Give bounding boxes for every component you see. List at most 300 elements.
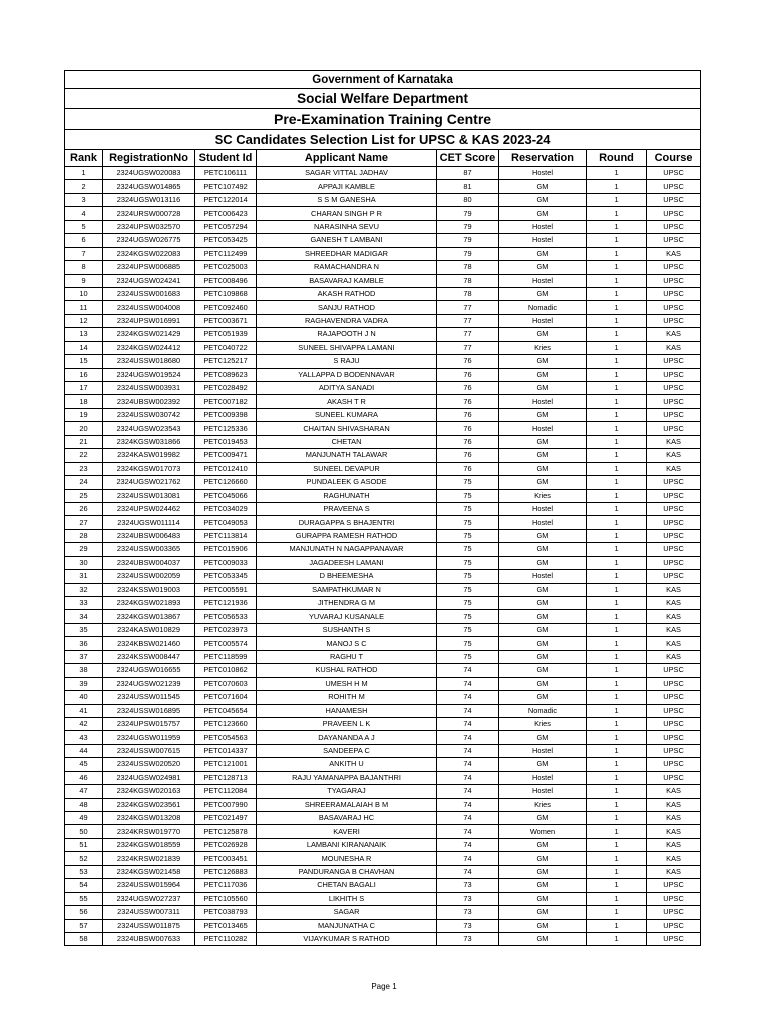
- registration-cell: 2324USSW003931: [103, 382, 195, 395]
- table-row: [65, 489, 701, 502]
- applicant-name-cell: SAGAR VITTAL JADHAV: [257, 167, 437, 180]
- applicant-name-cell: ADITYA SANADI: [257, 382, 437, 395]
- table-row: [65, 449, 701, 462]
- table-row: [65, 838, 701, 851]
- reservation-cell: Nomadic: [499, 704, 587, 717]
- rank-cell: 34: [65, 610, 103, 623]
- reservation-cell: GM: [499, 193, 587, 206]
- course-cell: KAS: [647, 462, 701, 475]
- rank-cell: 43: [65, 731, 103, 744]
- table-row: [65, 382, 701, 395]
- cet-score-cell: 74: [437, 852, 499, 865]
- student-id-cell: PETC125878: [195, 825, 257, 838]
- course-cell: UPSC: [647, 529, 701, 542]
- reservation-cell: GM: [499, 261, 587, 274]
- course-cell: UPSC: [647, 556, 701, 569]
- table-row: [65, 717, 701, 730]
- course-cell: KAS: [647, 247, 701, 260]
- registration-cell: 2324USSW003365: [103, 543, 195, 556]
- column-header-applicant-name: Applicant Name: [257, 150, 437, 167]
- student-id-cell: PETC051939: [195, 328, 257, 341]
- rank-cell: 46: [65, 771, 103, 784]
- student-id-cell: PETC009471: [195, 449, 257, 462]
- applicant-name-cell: DURAGAPPA S BHAJENTRI: [257, 516, 437, 529]
- rank-cell: 4: [65, 207, 103, 220]
- course-cell: KAS: [647, 838, 701, 851]
- reservation-cell: Hostel: [499, 395, 587, 408]
- student-id-cell: PETC007182: [195, 395, 257, 408]
- rank-cell: 52: [65, 852, 103, 865]
- registration-cell: 2324UGSW021762: [103, 476, 195, 489]
- applicant-name-cell: SAMPATHKUMAR N: [257, 583, 437, 596]
- reservation-cell: GM: [499, 355, 587, 368]
- cet-score-cell: 75: [437, 516, 499, 529]
- cet-score-cell: 78: [437, 261, 499, 274]
- student-id-cell: PETC009033: [195, 556, 257, 569]
- course-cell: UPSC: [647, 502, 701, 515]
- round-cell: 1: [587, 193, 647, 206]
- course-cell: UPSC: [647, 543, 701, 556]
- round-cell: 1: [587, 247, 647, 260]
- rank-cell: 8: [65, 261, 103, 274]
- applicant-name-cell: ANKITH U: [257, 758, 437, 771]
- student-id-cell: PETC021497: [195, 812, 257, 825]
- student-id-cell: PETC118599: [195, 650, 257, 663]
- reservation-cell: GM: [499, 180, 587, 193]
- applicant-name-cell: RAJU YAMANAPPA BAJANTHRI: [257, 771, 437, 784]
- course-cell: UPSC: [647, 274, 701, 287]
- reservation-cell: GM: [499, 892, 587, 905]
- rank-cell: 29: [65, 543, 103, 556]
- table-row: [65, 287, 701, 300]
- applicant-name-cell: MANJUNATHA C: [257, 919, 437, 932]
- table-row: [65, 167, 701, 180]
- applicant-name-cell: SANJU RATHOD: [257, 301, 437, 314]
- cet-score-cell: 78: [437, 287, 499, 300]
- column-header-cet-score: CET Score: [437, 150, 499, 167]
- course-cell: UPSC: [647, 744, 701, 757]
- reservation-cell: GM: [499, 287, 587, 300]
- course-cell: KAS: [647, 637, 701, 650]
- student-id-cell: PETC045066: [195, 489, 257, 502]
- course-cell: UPSC: [647, 382, 701, 395]
- registration-cell: 2324UGSW021239: [103, 677, 195, 690]
- course-cell: UPSC: [647, 892, 701, 905]
- round-cell: 1: [587, 812, 647, 825]
- reservation-cell: GM: [499, 852, 587, 865]
- applicant-name-cell: BASAVARAJ KAMBLE: [257, 274, 437, 287]
- applicant-name-cell: PUNDALEEK G ASODE: [257, 476, 437, 489]
- round-cell: 1: [587, 650, 647, 663]
- cet-score-cell: 76: [437, 408, 499, 421]
- rank-cell: 51: [65, 838, 103, 851]
- table-row: [65, 932, 701, 945]
- applicant-name-cell: CHETAN: [257, 435, 437, 448]
- course-cell: UPSC: [647, 906, 701, 919]
- student-id-cell: PETC005591: [195, 583, 257, 596]
- table-row: [65, 919, 701, 932]
- reservation-cell: Hostel: [499, 570, 587, 583]
- student-id-cell: PETC028492: [195, 382, 257, 395]
- registration-cell: 2324UGSW020083: [103, 167, 195, 180]
- round-cell: 1: [587, 570, 647, 583]
- cet-score-cell: 73: [437, 906, 499, 919]
- round-cell: 1: [587, 368, 647, 381]
- cet-score-cell: 77: [437, 328, 499, 341]
- registration-cell: 2324USSW020520: [103, 758, 195, 771]
- reservation-cell: Kries: [499, 341, 587, 354]
- reservation-cell: GM: [499, 556, 587, 569]
- rank-cell: 9: [65, 274, 103, 287]
- reservation-cell: GM: [499, 543, 587, 556]
- rank-cell: 37: [65, 650, 103, 663]
- rank-cell: 10: [65, 287, 103, 300]
- student-id-cell: PETC125336: [195, 422, 257, 435]
- reservation-cell: Hostel: [499, 516, 587, 529]
- cet-score-cell: 74: [437, 838, 499, 851]
- registration-cell: 2324USSW004008: [103, 301, 195, 314]
- round-cell: 1: [587, 932, 647, 945]
- cet-score-cell: 74: [437, 717, 499, 730]
- student-id-cell: PETC121936: [195, 597, 257, 610]
- rank-cell: 58: [65, 932, 103, 945]
- course-cell: UPSC: [647, 731, 701, 744]
- cet-score-cell: 75: [437, 556, 499, 569]
- round-cell: 1: [587, 892, 647, 905]
- table-row: [65, 462, 701, 475]
- rank-cell: 47: [65, 785, 103, 798]
- cet-score-cell: 75: [437, 650, 499, 663]
- round-cell: 1: [587, 758, 647, 771]
- cet-score-cell: 76: [437, 355, 499, 368]
- reservation-cell: GM: [499, 328, 587, 341]
- table-row: [65, 422, 701, 435]
- registration-cell: 2324USSW007311: [103, 906, 195, 919]
- registration-cell: 2324UGSW024241: [103, 274, 195, 287]
- round-cell: 1: [587, 798, 647, 811]
- cet-score-cell: 77: [437, 341, 499, 354]
- cet-score-cell: 75: [437, 543, 499, 556]
- applicant-name-cell: MANOJ S C: [257, 637, 437, 650]
- cet-score-cell: 74: [437, 771, 499, 784]
- round-cell: 1: [587, 274, 647, 287]
- course-cell: KAS: [647, 865, 701, 878]
- table-row: [65, 758, 701, 771]
- table-row: [65, 247, 701, 260]
- registration-cell: 2324UPSW015757: [103, 717, 195, 730]
- reservation-cell: GM: [499, 812, 587, 825]
- department-title: Social Welfare Department: [65, 89, 701, 109]
- table-row: [65, 637, 701, 650]
- applicant-name-cell: AKASH RATHOD: [257, 287, 437, 300]
- round-cell: 1: [587, 717, 647, 730]
- registration-cell: 2324USSW016895: [103, 704, 195, 717]
- student-id-cell: PETC126660: [195, 476, 257, 489]
- student-id-cell: PETC125217: [195, 355, 257, 368]
- table-row: [65, 865, 701, 878]
- applicant-name-cell: KUSHAL RATHOD: [257, 664, 437, 677]
- reservation-cell: GM: [499, 597, 587, 610]
- student-id-cell: PETC113814: [195, 529, 257, 542]
- rank-cell: 50: [65, 825, 103, 838]
- rank-cell: 28: [65, 529, 103, 542]
- reservation-cell: GM: [499, 382, 587, 395]
- applicant-name-cell: AKASH T R: [257, 395, 437, 408]
- cet-score-cell: 74: [437, 812, 499, 825]
- table-row: [65, 193, 701, 206]
- reservation-cell: GM: [499, 476, 587, 489]
- table-row: [65, 476, 701, 489]
- student-id-cell: PETC038793: [195, 906, 257, 919]
- applicant-name-cell: RAGHU T: [257, 650, 437, 663]
- round-cell: 1: [587, 220, 647, 233]
- applicant-name-cell: DAYANANDA A J: [257, 731, 437, 744]
- rank-cell: 12: [65, 314, 103, 327]
- student-id-cell: PETC109868: [195, 287, 257, 300]
- round-cell: 1: [587, 314, 647, 327]
- reservation-cell: GM: [499, 583, 587, 596]
- cet-score-cell: 74: [437, 664, 499, 677]
- table-row: [65, 771, 701, 784]
- course-cell: KAS: [647, 785, 701, 798]
- table-row: [65, 785, 701, 798]
- rank-cell: 25: [65, 489, 103, 502]
- cet-score-cell: 75: [437, 529, 499, 542]
- student-id-cell: PETC121001: [195, 758, 257, 771]
- table-row: [65, 502, 701, 515]
- round-cell: 1: [587, 879, 647, 892]
- reservation-cell: Hostel: [499, 220, 587, 233]
- student-id-cell: PETC112499: [195, 247, 257, 260]
- round-cell: 1: [587, 838, 647, 851]
- applicant-name-cell: RAGHUNATH: [257, 489, 437, 502]
- round-cell: 1: [587, 167, 647, 180]
- reservation-cell: GM: [499, 919, 587, 932]
- course-cell: KAS: [647, 798, 701, 811]
- reservation-cell: Hostel: [499, 744, 587, 757]
- rank-cell: 1: [65, 167, 103, 180]
- student-id-cell: PETC019453: [195, 435, 257, 448]
- registration-cell: 2324UGSW016655: [103, 664, 195, 677]
- table-row: [65, 825, 701, 838]
- applicant-name-cell: SUNEEL SHIVAPPA LAMANI: [257, 341, 437, 354]
- rank-cell: 3: [65, 193, 103, 206]
- course-cell: UPSC: [647, 771, 701, 784]
- student-id-cell: PETC126883: [195, 865, 257, 878]
- rank-cell: 48: [65, 798, 103, 811]
- course-cell: KAS: [647, 328, 701, 341]
- round-cell: 1: [587, 408, 647, 421]
- registration-cell: 2324UGSW019524: [103, 368, 195, 381]
- table-row: [65, 368, 701, 381]
- table-row: [65, 435, 701, 448]
- reservation-cell: GM: [499, 758, 587, 771]
- table-row: [65, 395, 701, 408]
- course-cell: UPSC: [647, 476, 701, 489]
- cet-score-cell: 75: [437, 597, 499, 610]
- rank-cell: 38: [65, 664, 103, 677]
- table-row: [65, 798, 701, 811]
- table-row: [65, 570, 701, 583]
- student-id-cell: PETC007990: [195, 798, 257, 811]
- reservation-cell: GM: [499, 368, 587, 381]
- applicant-name-cell: SHREEDHAR MADIGAR: [257, 247, 437, 260]
- cet-score-cell: 79: [437, 247, 499, 260]
- applicant-name-cell: CHAITAN SHIVASHARAN: [257, 422, 437, 435]
- round-cell: 1: [587, 785, 647, 798]
- student-id-cell: PETC023973: [195, 623, 257, 636]
- round-cell: 1: [587, 435, 647, 448]
- applicant-name-cell: VIJAYKUMAR S RATHOD: [257, 932, 437, 945]
- registration-cell: 2324KGSW022083: [103, 247, 195, 260]
- cet-score-cell: 79: [437, 234, 499, 247]
- round-cell: 1: [587, 261, 647, 274]
- cet-score-cell: 76: [437, 462, 499, 475]
- student-id-cell: PETC105560: [195, 892, 257, 905]
- table-row: [65, 812, 701, 825]
- reservation-cell: Kries: [499, 798, 587, 811]
- student-id-cell: PETC053345: [195, 570, 257, 583]
- student-id-cell: PETC014337: [195, 744, 257, 757]
- registration-cell: 2324KGSW021458: [103, 865, 195, 878]
- reservation-cell: GM: [499, 865, 587, 878]
- student-id-cell: PETC010862: [195, 664, 257, 677]
- cet-score-cell: 74: [437, 798, 499, 811]
- course-cell: UPSC: [647, 879, 701, 892]
- student-id-cell: PETC117036: [195, 879, 257, 892]
- registration-cell: 2324USSW002059: [103, 570, 195, 583]
- student-id-cell: PETC005574: [195, 637, 257, 650]
- round-cell: 1: [587, 287, 647, 300]
- cet-score-cell: 74: [437, 677, 499, 690]
- student-id-cell: PETC034029: [195, 502, 257, 515]
- course-cell: UPSC: [647, 395, 701, 408]
- table-row: [65, 301, 701, 314]
- centre-title: Pre-Examination Training Centre: [65, 109, 701, 130]
- student-id-cell: PETC053425: [195, 234, 257, 247]
- table-row: [65, 328, 701, 341]
- reservation-cell: GM: [499, 462, 587, 475]
- table-row: [65, 879, 701, 892]
- round-cell: 1: [587, 355, 647, 368]
- table-row: [65, 234, 701, 247]
- rank-cell: 20: [65, 422, 103, 435]
- registration-cell: 2324KRSW021839: [103, 852, 195, 865]
- government-title: Government of Karnataka: [65, 71, 701, 89]
- course-cell: UPSC: [647, 570, 701, 583]
- student-id-cell: PETC040722: [195, 341, 257, 354]
- cet-score-cell: 75: [437, 610, 499, 623]
- reservation-cell: GM: [499, 247, 587, 260]
- reservation-cell: GM: [499, 731, 587, 744]
- cet-score-cell: 77: [437, 314, 499, 327]
- round-cell: 1: [587, 502, 647, 515]
- round-cell: 1: [587, 462, 647, 475]
- cet-score-cell: 75: [437, 637, 499, 650]
- rank-cell: 36: [65, 637, 103, 650]
- registration-cell: 2324KGSW017073: [103, 462, 195, 475]
- rank-cell: 21: [65, 435, 103, 448]
- reservation-cell: GM: [499, 838, 587, 851]
- applicant-name-cell: MOUNESHA R: [257, 852, 437, 865]
- registration-cell: 2324KASW010829: [103, 623, 195, 636]
- reservation-cell: GM: [499, 207, 587, 220]
- reservation-cell: GM: [499, 677, 587, 690]
- table-row: [65, 731, 701, 744]
- course-cell: KAS: [647, 583, 701, 596]
- round-cell: 1: [587, 583, 647, 596]
- applicant-name-cell: SANDEEPA C: [257, 744, 437, 757]
- cet-score-cell: 74: [437, 785, 499, 798]
- registration-cell: 2324KGSW021429: [103, 328, 195, 341]
- selection-table: [64, 70, 701, 946]
- registration-cell: 2324KGSW018559: [103, 838, 195, 851]
- student-id-cell: PETC089623: [195, 368, 257, 381]
- registration-cell: 2324KBSW021460: [103, 637, 195, 650]
- column-header-row: [65, 150, 701, 167]
- rank-cell: 30: [65, 556, 103, 569]
- table-row: [65, 906, 701, 919]
- course-cell: UPSC: [647, 180, 701, 193]
- course-cell: UPSC: [647, 717, 701, 730]
- reservation-cell: GM: [499, 650, 587, 663]
- course-cell: UPSC: [647, 516, 701, 529]
- round-cell: 1: [587, 207, 647, 220]
- applicant-name-cell: S RAJU: [257, 355, 437, 368]
- registration-cell: 2324UPSW006885: [103, 261, 195, 274]
- round-cell: 1: [587, 489, 647, 502]
- round-cell: 1: [587, 395, 647, 408]
- registration-cell: 2324UGSW011959: [103, 731, 195, 744]
- registration-cell: 2324KSSW019003: [103, 583, 195, 596]
- student-id-cell: PETC006423: [195, 207, 257, 220]
- registration-cell: 2324USSW030742: [103, 408, 195, 421]
- reservation-cell: Women: [499, 825, 587, 838]
- reservation-cell: GM: [499, 435, 587, 448]
- column-header-student-id: Student Id: [195, 150, 257, 167]
- student-id-cell: PETC015906: [195, 543, 257, 556]
- course-cell: UPSC: [647, 664, 701, 677]
- course-cell: UPSC: [647, 758, 701, 771]
- registration-cell: 2324KSSW008447: [103, 650, 195, 663]
- round-cell: 1: [587, 556, 647, 569]
- student-id-cell: PETC003451: [195, 852, 257, 865]
- round-cell: 1: [587, 543, 647, 556]
- course-cell: KAS: [647, 812, 701, 825]
- rank-cell: 19: [65, 408, 103, 421]
- rank-cell: 6: [65, 234, 103, 247]
- course-cell: UPSC: [647, 355, 701, 368]
- rank-cell: 18: [65, 395, 103, 408]
- cet-score-cell: 75: [437, 583, 499, 596]
- course-cell: UPSC: [647, 287, 701, 300]
- rank-cell: 5: [65, 220, 103, 233]
- applicant-name-cell: SUSHANTH S: [257, 623, 437, 636]
- selection-list-sheet: [64, 70, 700, 946]
- student-id-cell: PETC013465: [195, 919, 257, 932]
- table-row: [65, 744, 701, 757]
- rank-cell: 57: [65, 919, 103, 932]
- cet-score-cell: 87: [437, 167, 499, 180]
- table-row: [65, 355, 701, 368]
- student-id-cell: PETC054563: [195, 731, 257, 744]
- reservation-cell: Kries: [499, 489, 587, 502]
- student-id-cell: PETC056533: [195, 610, 257, 623]
- student-id-cell: PETC122014: [195, 193, 257, 206]
- round-cell: 1: [587, 516, 647, 529]
- applicant-name-cell: YALLAPPA D BODENNAVAR: [257, 368, 437, 381]
- cet-score-cell: 80: [437, 193, 499, 206]
